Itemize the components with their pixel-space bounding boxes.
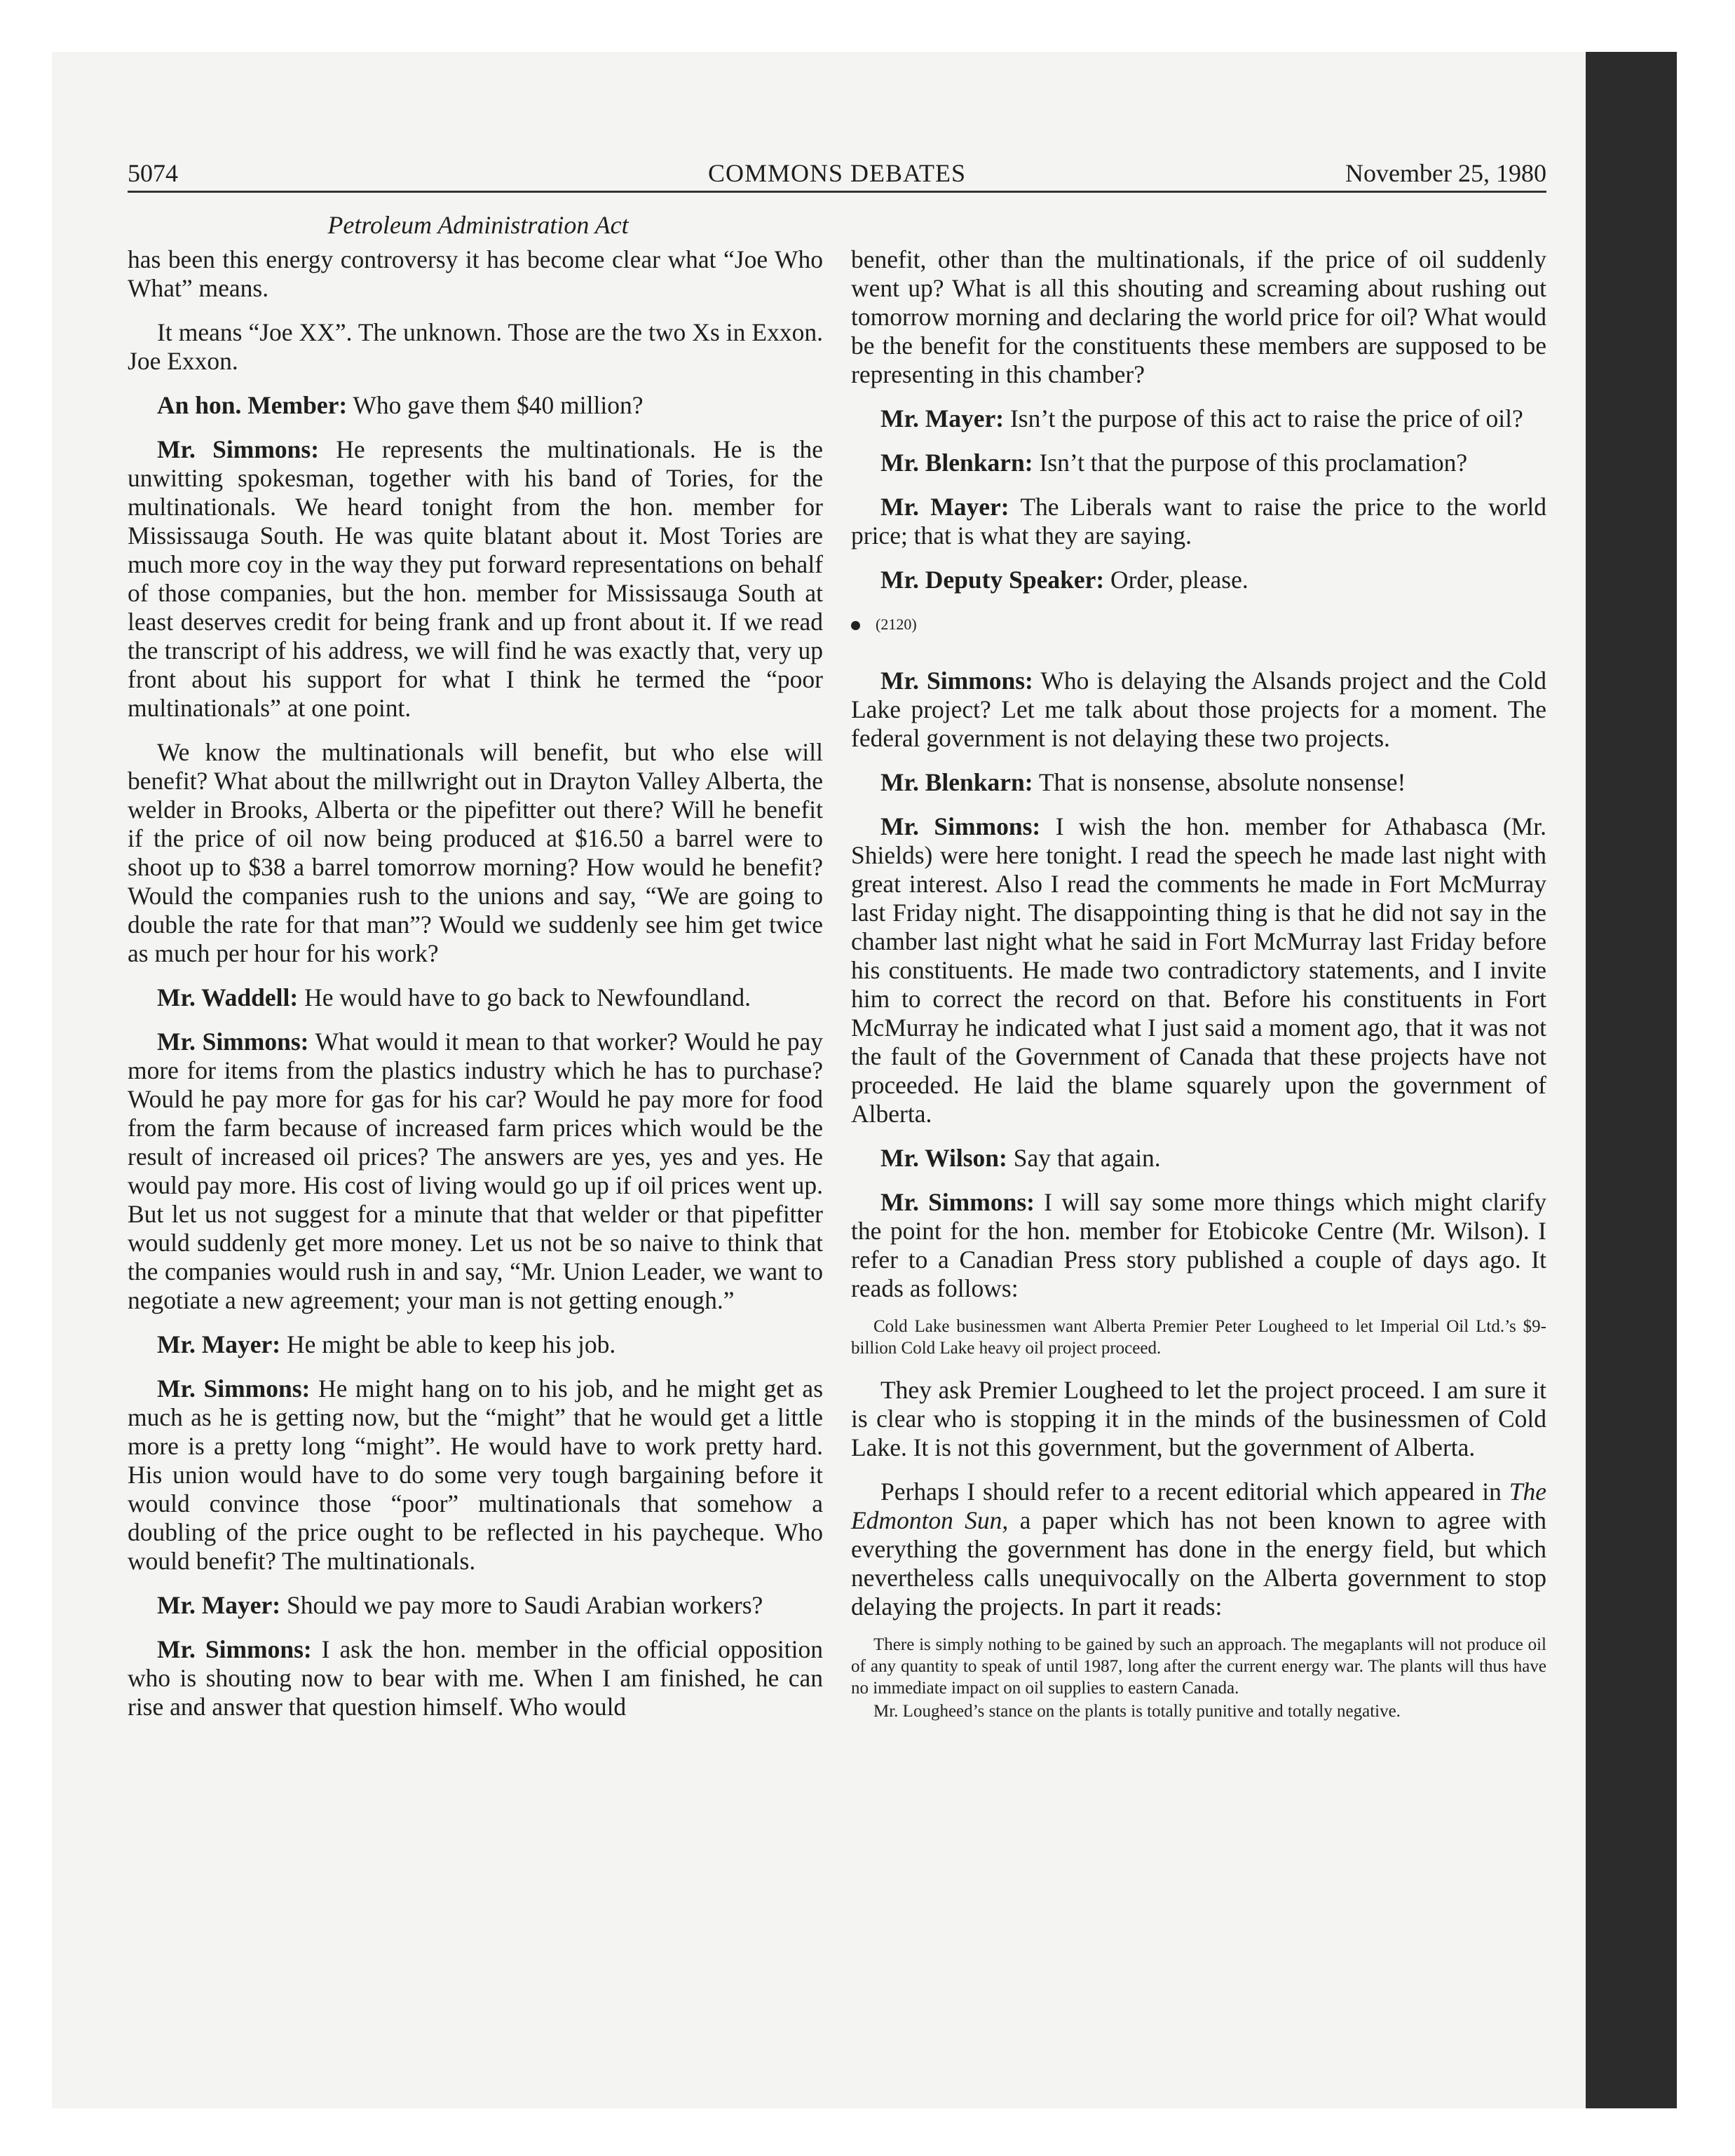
speaker-name: Mr. Blenkarn: [880,768,1033,796]
speaker-name: Mr. Simmons: [157,1374,311,1403]
page-header [128,156,1546,193]
paragraph: They ask Premier Lougheed to let the project proceed. I am sure it is clear who is stopping it in the minds of the businessmen of Cold Lake. It is not this government, but the government of Alberta. [851,1376,1546,1461]
paragraph: benefit, other than the multinationals, if the price of oil suddenly went up? What is all this shouting and screaming about rushing out tomorrow morning and declaring the world price for oil? What would be the benefit for the constituents these members are supposed to be representing in this chamber? [851,245,1546,388]
speaker-name: Mr. Blenkarn: [880,449,1033,477]
speech-paragraph: Mr. Deputy Speaker: Order, please. [880,566,1248,594]
speech-paragraph: Mr. Mayer: Should we pay more to Saudi Arabian workers? [157,1591,763,1619]
speaker-name: Mr. Simmons: [880,812,1041,840]
speech-paragraph: Mr. Mayer: Isn’t the purpose of this act to raise the price of oil? [880,404,1523,432]
speech-paragraph: Mr. Simmons: He represents the multinationals. He is the unwitting spokesman, together with his band of Tories, for the multinationals. We heard tonight from the hon. member for Mississauga South. He was quite blatant about it. Most Tories are much more coy in the way they put forward representations on behalf of those companies, but the hon. member for Mississauga South at least deserves credit for being frank and up front about it. If we read the transcript of his address, we will find he was exactly that, very up front about his support for what I think he termed the “poor multinationals” at one point. [128,435,823,722]
speech-paragraph: Mr. Simmons: I wish the hon. member for Athabasca (Mr. Shields) were here tonight. I read the speech he made last night with great interest. Also I read the comments he made in Fort McMurray last Friday night. The disappointing thing is that he did not say in the chamber last night what he said in Fort McMurray last Friday before his constituents. He made two contradictory statements, and I invite him to correct the record on that. Before his constituents in Fort McMurray he indicated what I just said a moment ago, that it was not the fault of the Government of Canada that these projects have not proceeded. He laid the blame squarely upon the government of Alberta. [851,812,1546,1128]
speaker-name: Mr. Simmons: [157,1635,312,1663]
speaker-name: Mr. Wilson: [880,1144,1007,1172]
speaker-name: Mr. Simmons: [880,667,1033,695]
publication-date: November 25, 1980 [1345,159,1546,187]
speech-paragraph: Mr. Wilson: Say that again. [880,1144,1161,1172]
speaker-name: Mr. Simmons: [880,1188,1035,1216]
left-column [128,245,823,1737]
speech-paragraph: An hon. Member: Who gave them $40 million? [157,391,644,419]
speaker-name: Mr. Mayer: [880,404,1005,432]
paragraph: We know the multinationals will benefit, but who else will benefit? What about the millwright out in Drayton Valley Alberta, the welder in Brooks, Alberta or the pipefitter out there? Will he benefit if the price of oil now being produced at $16.50 a barrel were to shoot up to $38 a barrel tomorrow morning? How would he benefit? Would the companies rush to the unions and say, “We are going to double the rate for that man”? Would we suddenly see him get twice as much per hour for his work? [128,738,823,967]
paragraph: has been this energy controversy it has become clear what “Joe Who What” means. [128,245,823,302]
speech-paragraph: Mr. Mayer: The Liberals want to raise the price to the world price; that is what they are saying. [851,493,1547,550]
speaker-name: An hon. Member: [157,391,348,419]
paragraph: It means “Joe XX”. The unknown. Those are the two Xs in Exxon. Joe Exxon. [128,318,823,375]
page-number: 5074 [128,159,178,187]
speaker-name: Mr. Mayer: [157,1591,281,1619]
bullet-icon [851,621,860,630]
section-subheading: Petroleum Administration Act [327,211,629,239]
right-column [851,245,1546,1722]
speech-paragraph: Mr. Simmons: I will say some more things which might clarify the point for the hon. member for Etobicoke Centre (Mr. Wilson). I refer to a Canadian Press story published a couple of days ago. It reads as follows: [851,1188,1547,1302]
block-quote: There is simply nothing to be gained by such an approach. The megaplants will not produce oil of any quantity to speak of until 1987, long after the current energy war. The plants will thus have no immediate impact on oil supplies to eastern Canada. [851,1635,1546,1698]
speech-paragraph: Mr. Mayer: He might be able to keep his job. [157,1330,616,1358]
newspaper-title: The Edmonton Sun, [851,1478,1547,1534]
speaker-name: Mr. Mayer: [157,1330,281,1358]
speaker-name: Mr. Simmons: [157,435,320,463]
speaker-name: Mr. Deputy Speaker: [880,566,1105,594]
time-marker: (2120) [851,610,1546,639]
speaker-name: Mr. Waddell: [157,983,299,1011]
speech-paragraph: Mr. Blenkarn: That is nonsense, absolute nonsense! [880,768,1406,796]
block-quote: Cold Lake businessmen want Alberta Premier Peter Lougheed to let Imperial Oil Ltd.’s $9-billion Cold Lake heavy oil project proceed. [851,1317,1546,1358]
block-quote: Mr. Lougheed’s stance on the plants is totally punitive and totally negative. [873,1702,1401,1721]
speaker-name: Mr. Simmons: [157,1028,309,1056]
speech-paragraph: Mr. Simmons: What would it mean to that worker? Would he pay more for items from the plastics industry which he has to purchase? Would he pay more for gas for his car? Would he pay more for food from the farm because of increased farm prices which would be the result of increased oil prices? The answers are yes, yes and yes. He would pay more. His cost of living would go up if oil prices went up. But let us not suggest for a minute that that welder or that pipefitter would suddenly get more money. Let us not be so naive to think that the companies would rush in and say, “Mr. Union Leader, we want to negotiate a new agreement; your man is not getting enough.” [128,1028,823,1314]
paragraph: Perhaps I should refer to a recent editorial which appeared in The Edmonton Sun, a paper which has not been known to agree with everything the government has done in the energy field, but which nevertheless calls unequivocally on the Alberta government to stop delaying the projects. In part it reads: [851,1478,1547,1621]
speech-paragraph: Mr. Simmons: He might hang on to his job, and he might get as much as he is getting now, but the “might” that he would get a little more is a pretty long “might”. He would have to work pretty hard. His union would have to do some very tough bargaining before it would convince those “poor” multinationals that somehow a doubling of the price ought to be reflected in his paycheque. Who would benefit? The multinationals. [128,1374,824,1575]
scan-binding-edge [1586,52,1677,2108]
speech-paragraph: Mr. Simmons: Who is delaying the Alsands project and the Cold Lake project? Let me talk about those projects for a moment. The federal government is not delaying these two projects. [851,667,1547,752]
speech-paragraph: Mr. Blenkarn: Isn’t that the purpose of this proclamation? [880,449,1468,477]
publication-title: COMMONS DEBATES [707,159,967,187]
speech-paragraph: Mr. Simmons: I ask the hon. member in the official opposition who is shouting now to bear with me. When I am finished, he can rise and answer that question himself. Who would [128,1635,823,1721]
speaker-name: Mr. Mayer: [880,493,1009,521]
speech-paragraph: Mr. Waddell: He would have to go back to Newfoundland. [157,983,751,1011]
